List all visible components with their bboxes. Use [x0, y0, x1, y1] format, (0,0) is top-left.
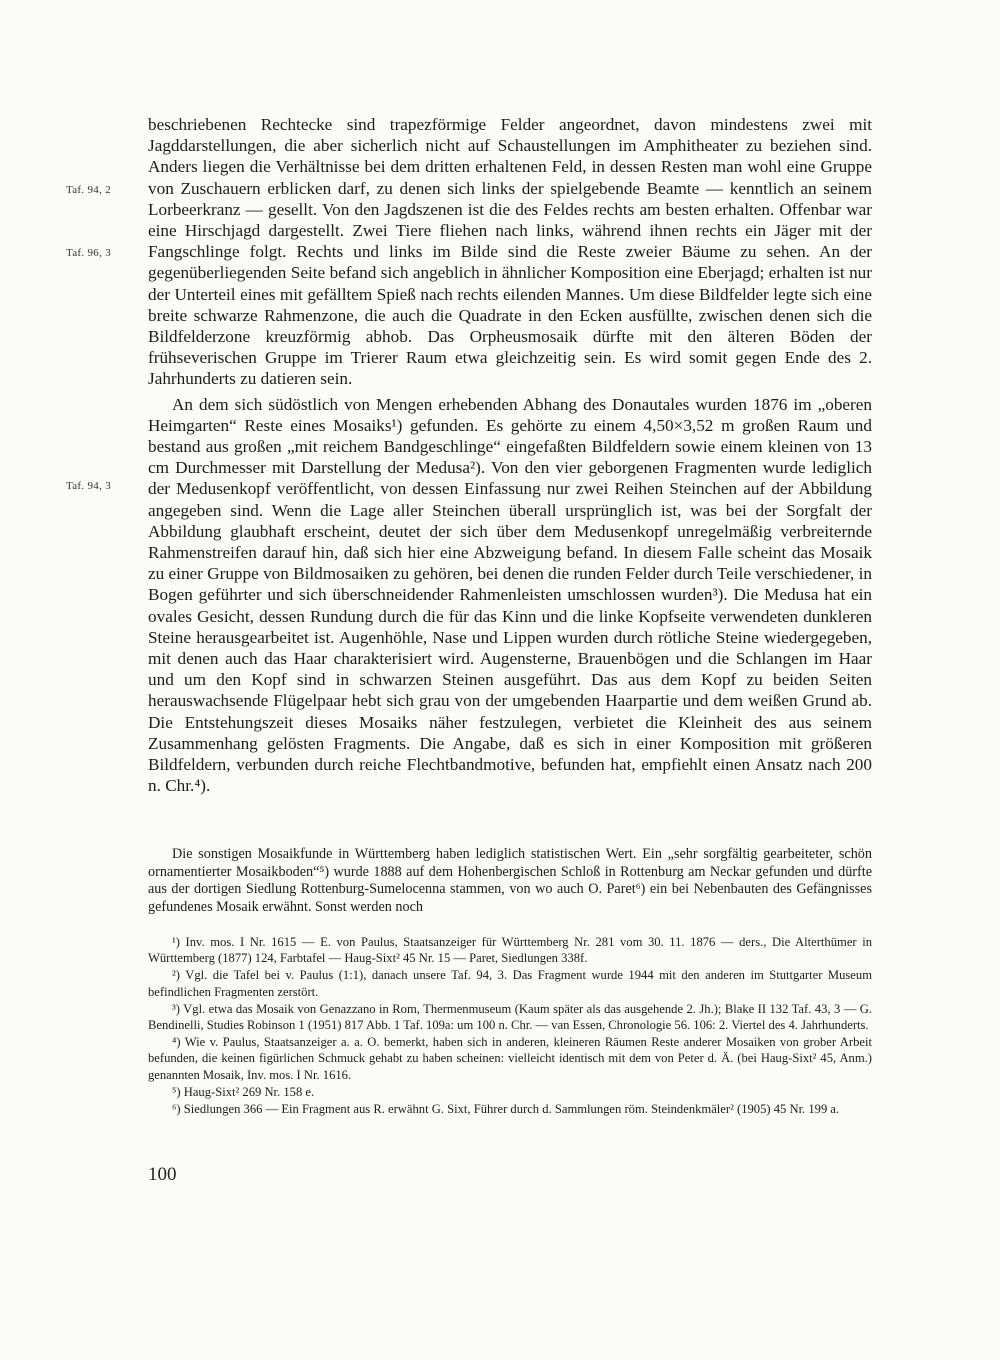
margin-note-plate-ref: Taf. 94, 3: [66, 480, 111, 492]
body-paragraph: An dem sich südöstlich von Mengen erhebenden Abhang des Donautales wurden 1876 im „oberen Heimgarten“ Reste eines Mosaiks¹) gefunden. Es gehörte zu einem 4,50×3,52 m großen Raum und bestand aus großen „mit reichem Bandgeschlinge“ eingefaßten Bildfeldern sowie einem kleinen von 13 cm Durchmesser mit Darstellung der Medusa²). Von den vier geborgenen Fragmenten wurde lediglich der Medusenkopf veröffentlicht, von dessen Einfassung nur zwei Reihen Steinchen auf der Abbildung angegeben sind. Wenn die Lage aller Steinchen überall ursprünglich ist, was bei der Sorgfalt der Abbildung glaubhaft erscheint, deutet der sich über dem Medusenkopf unregelmäßig verbreiternde Rahmenstreifen darauf hin, daß sich hier eine Abzweigung befand. In diesem Falle scheint das Mosaik zu einer Gruppe von Bildmosaiken zu gehören, bei denen die runden Felder durch Teile verschiedener, in Bogen geführter und sich überschneidender Rahmenleisten umschlossen wurden³). Die Medusa hat ein ovales Gesicht, dessen Rundung durch die für das Kinn und die linke Kopfseite verwendeten dunkleren Steine herausgearbeitet ist. Augenhöhle, Nase und Lippen wurden durch rötliche Steine wiedergegeben, mit denen auch das Haar charakterisiert wird. Augensterne, Brauenbögen und die Schlangen im Haar und um den Kopf sind in schwarzen Steinen ausgeführt. Das aus dem Kopf zu beiden Seiten herauswachsende Flügelpaar hebt sich grau von der umgebenden Haarpartie und dem weißen Grund ab. Die Entstehungszeit dieses Mosaiks näher festzulegen, verbietet die Kleinheit des aus seinem Zusammenhang gelösten Fragments. Die Angabe, daß es sich in einer Komposition mit größeren Bildfeldern, verbunden durch reiche Flechtbandmotive, befunden hat, empfiehlt einen Ansatz nach 200 n. Chr.⁴).: [148, 394, 872, 796]
footnote: ³) Vgl. etwa das Mosaik von Genazzano in Rom, Thermenmuseum (Kaum später als das ausgehende 2. Jh.); Blake II 132 Taf. 43, 3 — G. Bendinelli, Studies Robinson 1 (1951) 817 Abb. 1 Taf. 109a: um 100 n. Chr. — van Essen, Chronologie 56. 106: 2. Viertel des 4. Jahrhunderts.: [148, 1001, 872, 1033]
margin-note-plate-ref: Taf. 96, 3: [66, 247, 111, 259]
main-text: [148, 114, 872, 797]
footnote: ⁶) Siedlungen 366 — Ein Fragment aus R. erwähnt G. Sixt, Führer durch d. Sammlungen röm. Steindenkmäler² (1905) 45 Nr. 199 a.: [172, 1102, 840, 1117]
footnote: ²) Vgl. die Tafel bei v. Paulus (1:1), danach unsere Taf. 94, 3. Das Fragment wurde 1944 mit den anderen im Stuttgarter Museum befindlichen Fragmenten zerstört.: [148, 968, 872, 999]
footnotes: [148, 934, 872, 1118]
footnote: ⁴) Wie v. Paulus, Staatsanzeiger a. a. O. bemerkt, haben sich in anderen, kleineren Räumen Reste anderer Mosaiken von grober Arbeit befunden, die keinen figürlichen Schmuck gehabt zu haben scheinen: vielleicht identisch mit dem von Peter d. Ä. (bei Haug-Sixt² 45, Anm.) genannten Mosaik, Inv. mos. I Nr. 1616.: [148, 1035, 872, 1082]
footnote: ¹) Inv. mos. I Nr. 1615 — E. von Paulus, Staatsanzeiger für Württemberg Nr. 281 vom 30. 11. 1876 — ders., Die Alterthümer in Württemberg (1877) 124, Farbtafel — Haug-Sixt² 45 Nr. 15 — Paret, Siedlungen 338f.: [148, 935, 872, 966]
page-number: 100: [148, 1164, 177, 1185]
margin-note-plate-ref: Taf. 94, 2: [66, 184, 111, 196]
small-print-paragraph: Die sonstigen Mosaikfunde in Württemberg haben lediglich statistischen Wert. Ein „sehr sorgfältig gearbeiteter, schön ornamentierter Mosaikboden“⁵) wurde 1888 auf dem Hohenbergischen Schloß in Rottenburg am Neckar gefunden und dürfte aus der dortigen Siedlung Rottenburg-Sumelocenna stammen, von wo auch O. Paret⁶) ein bei Nebenbauten des Gefängnisses gefundenes Mosaik erwähnt. Sonst werden noch: [148, 846, 872, 915]
body-paragraph: beschriebenen Rechtecke sind trapezförmige Felder angeordnet, davon mindestens zwei mit Jagddarstellungen, die aber sicherlich nicht auf Schaustellungen im Amphitheater zu beziehen sind. Anders liegen die Verhältnisse bei dem dritten erhaltenen Feld, in dessen Resten man wohl eine Gruppe von Zuschauern erblicken darf, zu denen sich links der spielgebende Beamte — kenntlich an seinem Lorbeerkranz — gesellt. Von den Jagdszenen ist die des Feldes rechts am besten erhalten. Offenbar war eine Hirschjagd dargestellt. Zwei Tiere fliehen nach links, während ihnen rechts ein Jäger mit der Fangschlinge folgt. Rechts und links im Bilde sind die Reste zweier Bäume zu sehen. An der gegenüberliegenden Seite befand sich angeblich in ähnlicher Komposition eine Eberjagd; erhalten ist nur der Unterteil eines mit gefälltem Spieß nach rechts eilenden Mannes. Um diese Bildfelder legte sich eine breite schwarze Rahmenzone, die auch die Quadrate in den Ecken ausfüllte, zwischen denen sich die Bildfelderzone kreuzförmig abhob. Das Orpheusmosaik dürfte mit den älteren Böden der frühseverischen Gruppe im Trierer Raum etwa gleichzeitig sein. Es wird somit gegen Ende des 2. Jahrhunderts zu datieren sein.: [148, 115, 872, 389]
footnote: ⁵) Haug-Sixt² 269 Nr. 158 e.: [172, 1084, 315, 1099]
